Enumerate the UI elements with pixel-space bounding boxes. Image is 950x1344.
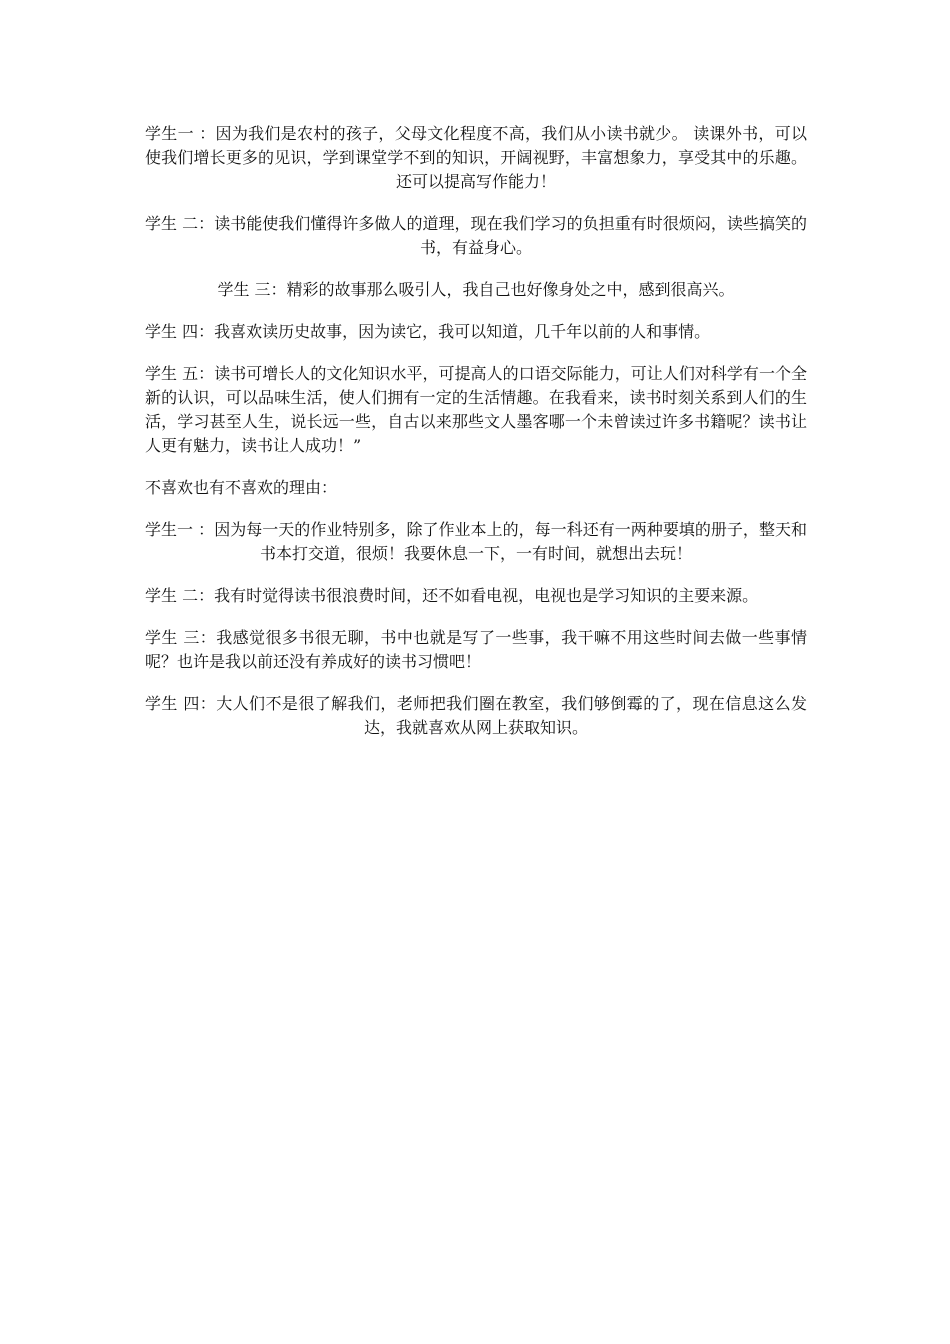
paragraph-student-3-likes: 学生 三：精彩的故事那么吸引人，我自己也好像身处之中，感到很高兴。 [217, 280, 735, 299]
paragraph-student-4-likes: 学生 四：我喜欢读历史故事，因为读它，我可以知道，几千年以前的人和事情。 [145, 322, 711, 341]
paragraph-student-2-likes: 学生 二：读书能使我们懂得许多做人的道理，现在我们学习的负担重有时很烦闷，读些搞笑的书，有益身心。 [145, 214, 807, 257]
paragraph-student-3-dislikes: 学生 三：我感觉很多书很无聊，书中也就是写了一些事，我干嘛不用这些时间去做一些事情呢？也许是我以前还没有养成好的读书习惯吧！ [145, 628, 807, 671]
paragraph-student-2-dislikes: 学生 二：我有时觉得读书很浪费时间，还不如看电视，电视也是学习知识的主要来源。 [145, 586, 759, 605]
paragraph-student-4-dislikes: 学生 四：大人们不是很了解我们，老师把我们圈在教室，我们够倒霉的了，现在信息这么发达，我就喜欢从网上获取知识。 [145, 694, 807, 737]
document-page [145, 122, 807, 758]
paragraph-student-5-likes: 学生 五：读书可增长人的文化知识水平，可提高人的口语交际能力，可让人们对科学有一个全新的认识，可以品味生活，使人们拥有一定的生活情趣。在我看来，读书时刻关系到人们的生活，学习甚至人生，说长远一些，自古以来那些文人墨客哪一个未曾读过许多书籍呢？读书让人更有魅力，读书让人成功！” [145, 364, 807, 455]
paragraph-dislike-heading: 不喜欢也有不喜欢的理由： [145, 478, 338, 497]
paragraph-student-1-likes: 学生一 ：因为我们是农村的孩子，父母文化程度不高，我们从小读书就少。 读课外书，可以使我们增长更多的见识，学到课堂学不到的知识，开阔视野，丰富想象力，享受其中的乐趣。还可以提高写作能力！ [145, 124, 807, 191]
paragraph-student-1-dislikes: 学生一 ：因为每一天的作业特别多，除了作业本上的，每一科还有一两种要填的册子，整天和书本打交道，很烦！我要休息一下，一有时间，就想出去玩！ [145, 520, 807, 563]
